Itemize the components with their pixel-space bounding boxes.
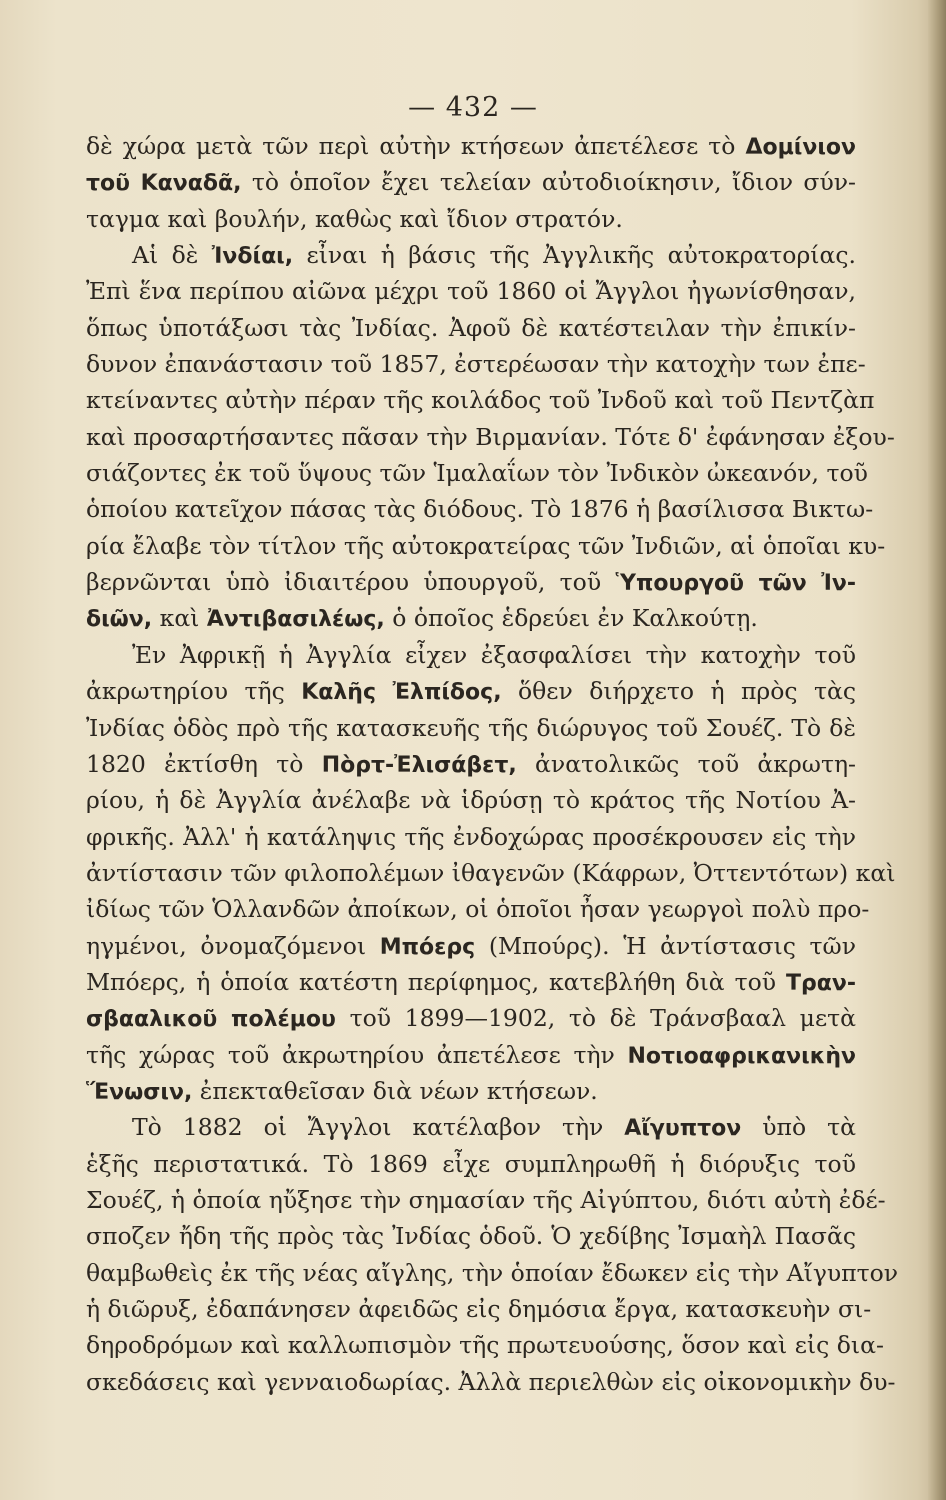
- bold-term: σβααλικοῦ πολέμου: [86, 1007, 336, 1033]
- text-run: ὁ ὁποῖος ἑδρεύει ἐν Καλκούτῃ.: [384, 604, 758, 633]
- text-run: καὶ: [152, 604, 207, 633]
- text-line: [86, 237, 856, 273]
- text-line: [86, 1000, 856, 1036]
- text-line: [86, 564, 856, 600]
- text-run: Μπόερς, ἡ ὁποία κατέστη περίφημος, κατεβλήθη διὰ τοῦ: [86, 967, 786, 996]
- text-line: [86, 273, 856, 309]
- text-line: [86, 673, 856, 709]
- text-line: [86, 964, 856, 1000]
- text-run: τὸ ὁποῖον ἔχει τελείαν αὐτοδιοίκησιν, ἴδιον σύν-: [241, 168, 856, 197]
- text-line: [86, 1327, 884, 1363]
- text-run: βερνῶνται ὑπὸ ἰδιαιτέρου ὑπουργοῦ, τοῦ: [86, 568, 616, 597]
- text-line: [86, 1037, 856, 1073]
- text-run: φρικῆς. Ἀλλ' ἡ κατάληψις τῆς ἐνδοχώρας προσέκρουσεν εἰς τὴν: [86, 822, 856, 851]
- text-run: ἑξῆς περιστατικά. Τὸ 1869 εἶχε συμπληρωθῆ ἡ διόρυξις τοῦ: [86, 1149, 856, 1178]
- text-line: [86, 528, 886, 564]
- text-run: ὁποίου κατεῖχον πάσας τὰς διόδους. Τὸ 1876 ἡ βασίλισσα Βικτω-: [86, 495, 874, 524]
- text-run: ἰδίως τῶν Ὁλλανδῶν ἀποίκων, οἱ ὁποῖοι ἦσαν γεωργοὶ πολὺ προ-: [86, 895, 870, 924]
- text-run: ὑπὸ τὰ: [741, 1113, 856, 1142]
- text-run: σκεδάσεις καὶ γενναιοδωρίας. Ἀλλὰ περιελθὼν εἰς οἰκονομικὴν δυ-: [86, 1367, 896, 1396]
- text-run: καὶ προσαρτήσαντες πᾶσαν τὴν Βιρμανίαν. Τότε δ' ἐφάνησαν ἐξου-: [86, 422, 895, 451]
- text-line: [86, 600, 856, 636]
- text-run: δηροδρόμων καὶ καλλωπισμὸν τῆς πρωτευούσης, ὅσον καὶ εἰς δια-: [86, 1331, 884, 1360]
- text-run: Τὸ 1882 οἱ Ἄγγλοι κατέλαβον τὴν: [132, 1113, 625, 1142]
- bold-term: Καλῆς Ἐλπίδος,: [301, 680, 502, 706]
- text-run: ὅθεν διήρχετο ἡ πρὸς τὰς: [501, 677, 857, 706]
- text-line: [86, 128, 856, 164]
- bold-term: Ἕνωσιν,: [86, 1079, 193, 1105]
- text-line: [86, 310, 856, 346]
- text-line: [86, 855, 896, 891]
- bold-term: Μπόερς: [379, 934, 476, 960]
- text-run: Σουέζ, ἡ ὁποία ηὔξησε τὴν σημασίαν τῆς Αἰγύπτου, διότι αὐτὴ ἐδέ-: [86, 1185, 886, 1214]
- bold-term: Ἰνδίαι,: [211, 244, 294, 270]
- text-run: κτείναντες αὐτὴν πέραν τῆς κοιλάδος τοῦ Ἰνδοῦ καὶ τοῦ Πεντζὰπ: [86, 386, 875, 415]
- text-run: Ἰνδίας ὁδὸς πρὸ τῆς κατασκευῆς τῆς διώρυγος τοῦ Σουέζ. Τὸ δὲ: [86, 713, 856, 742]
- text-run: τοῦ 1899—1902, τὸ δὲ Τράνσβααλ μετὰ: [335, 1004, 856, 1033]
- text-run: ἡ διῶρυξ, ἐδαπάνησεν ἀφειδῶς εἰς δημόσια ἔργα, κατασκευὴν σι-: [86, 1295, 872, 1323]
- bold-term: Τραν-: [786, 970, 856, 996]
- text-run: (Μπούρς). Ἡ ἀντίστασις τῶν: [475, 931, 856, 960]
- text-line: [86, 491, 874, 527]
- text-line: [86, 201, 856, 237]
- text-run: εἶναι ἡ βάσις τῆς Ἀγγλικῆς αὐτοκρατορίας.: [293, 241, 856, 270]
- bold-term: τοῦ Καναδᾶ,: [86, 171, 242, 197]
- text-line: [86, 1146, 856, 1182]
- page-edge: [928, 0, 946, 1500]
- text-run: ἀνατολικῶς τοῦ ἀκρωτη-: [516, 749, 856, 778]
- text-line: [86, 346, 866, 382]
- text-run: 1820 ἐκτίσθη τὸ: [86, 749, 322, 778]
- bold-term: Πὸρτ-Ἐλισάβετ,: [321, 752, 517, 778]
- text-run: ἐπεκταθεῖσαν διὰ νέων κτήσεων.: [192, 1076, 598, 1105]
- text-run: ὅπως ὑποτάξωσι τὰς Ἰνδίας. Ἀφοῦ δὲ κατέστειλαν τὴν ἐπικίν-: [86, 313, 856, 342]
- text-line: [86, 455, 868, 491]
- text-line: [86, 1291, 872, 1327]
- text-run: τῆς χώρας τοῦ ἀκρωτηρίου ἀπετέλεσε τὴν: [86, 1040, 628, 1069]
- text-run: σποζεν ἤδη τῆς πρὸς τὰς Ἰνδίας ὁδοῦ. Ὁ χεδίβης Ἰσμαὴλ Πασᾶς: [86, 1222, 856, 1251]
- text-run: ρίου, ἡ δὲ Ἀγγλία ἀνέλαβε νὰ ἱδρύσῃ τὸ κράτος τῆς Νοτίου Ἀ-: [86, 786, 856, 815]
- page-number: — 432 —: [408, 92, 538, 123]
- text-run: ρία ἔλαβε τὸν τίτλον τῆς αὐτοκρατείρας τῶν Ἰνδιῶν, αἱ ὁποῖαι κυ-: [86, 531, 886, 560]
- text-run: ηγμένοι, ὀνομαζόμενοι: [86, 931, 380, 960]
- text-line: [86, 637, 856, 673]
- text-run: ταγμα καὶ βουλήν, καθὼς καὶ ἴδιον στρατόν.: [86, 204, 623, 233]
- text-line: [86, 1182, 886, 1218]
- text-run: δυνον ἐπανάστασιν τοῦ 1857, ἐστερέωσαν τὴν κατοχὴν των ἐπε-: [86, 350, 866, 379]
- bold-term: Δομίνιον: [745, 135, 856, 160]
- text-run: ἀντίστασιν τῶν φιλοπολέμων ἰθαγενῶν (Κάφρων, Ὀττεντότων) καὶ: [86, 858, 896, 887]
- text-run: σιάζοντες ἐκ τοῦ ὕψους τῶν Ἱμαλαΐων τὸν Ἰνδικὸν ὠκεανόν, τοῦ: [86, 459, 868, 488]
- text-line: [86, 164, 856, 200]
- bold-term: Ἀντιβασιλέως,: [206, 607, 385, 633]
- text-line: [86, 382, 875, 418]
- bold-term: Νοτιοαφρικανικὴν: [627, 1043, 856, 1069]
- bold-term: Αἴγυπτον: [624, 1116, 742, 1142]
- text-line: [86, 782, 856, 818]
- text-run: ἀκρωτηρίου τῆς: [86, 677, 302, 706]
- text-line: [86, 419, 895, 455]
- text-run: Ἐπὶ ἕνα περίπου αἰῶνα μέχρι τοῦ 1860 οἱ Ἄγγλοι ἠγωνίσθησαν,: [86, 277, 856, 306]
- text-line: [86, 710, 856, 746]
- text-line: [86, 1218, 856, 1254]
- text-run: θαμβωθεὶς ἐκ τῆς νέας αἴγλης, τὴν ὁποίαν ἔδωκεν εἰς τὴν Αἴγυπτον: [86, 1258, 899, 1287]
- text-line: [86, 1109, 856, 1145]
- text-run: Ἐν Ἀφρικῇ ἡ Ἀγγλία εἶχεν ἐξασφαλίσει τὴν κατοχὴν τοῦ: [132, 640, 856, 669]
- text-line: [86, 891, 870, 927]
- bold-term: διῶν,: [86, 607, 153, 633]
- text-line: [86, 1255, 899, 1291]
- text-line: [86, 1073, 856, 1109]
- text-line: [86, 746, 856, 782]
- text-run: δὲ χώρα μετὰ τῶν περὶ αὐτὴν κτήσεων ἀπετέλεσε τὸ: [86, 132, 746, 160]
- bold-term: Ὑπουργοῦ τῶν Ἰν-: [615, 571, 857, 597]
- body-text: [86, 128, 899, 1400]
- text-line: [86, 819, 856, 855]
- text-run: Αἱ δὲ: [132, 241, 212, 270]
- text-line: [86, 1364, 896, 1400]
- text-line: [86, 928, 856, 964]
